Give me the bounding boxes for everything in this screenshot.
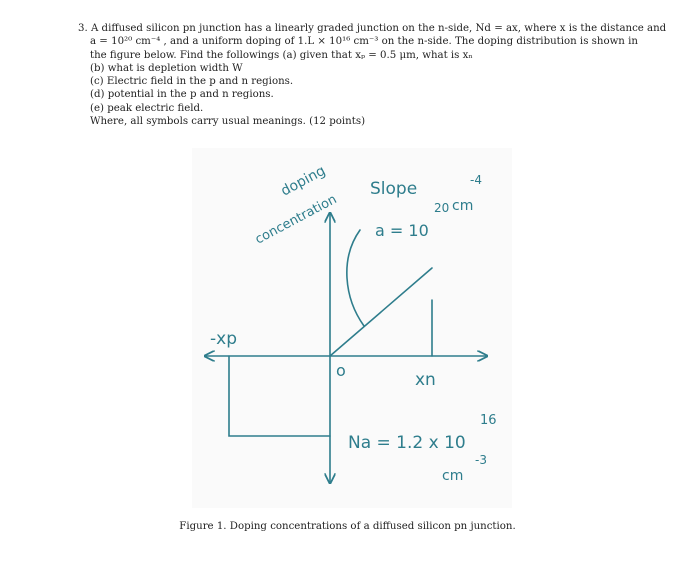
figure-caption: Figure 1. Doping concentrations of a diffused silicon pn junction. [179, 521, 516, 532]
p-side-doping [229, 356, 330, 436]
slope-exponent: 20 [434, 201, 450, 215]
slope-pointer [347, 230, 364, 326]
slope-unit-exponent: -4 [470, 173, 482, 187]
problem-line-2: a = 10²⁰ cm⁻⁴ , and a uniform doping of 1.L × 10¹⁶ cm⁻³ on the n-side. The doping distribution is shown in [90, 36, 638, 48]
xp-label: -xp [210, 329, 237, 349]
na-label: Na = 1.2 x 10 [348, 433, 466, 453]
na-unit-exponent: -3 [475, 453, 487, 467]
problem-part-c: (c) Electric field in the p and n regions. [90, 76, 294, 88]
doping-diagram [192, 148, 512, 508]
na-exponent: 16 [480, 413, 497, 428]
origin-label: o [336, 361, 346, 380]
slope-value: a = 10 [375, 221, 429, 240]
problem-line-3: the figure below. Find the followings (a) given that xₚ = 0.5 μm, what is xₙ [90, 49, 473, 61]
y-label-concentration: concentration [252, 192, 340, 248]
problem-note: Where, all symbols carry usual meanings. (12 points) [90, 116, 366, 128]
na-unit: cm [442, 468, 464, 484]
doping-figure [192, 148, 512, 508]
n-side-slope-line [330, 268, 432, 356]
slope-label: Slope [370, 179, 418, 199]
problem-part-e: (e) peak electric field. [90, 102, 204, 114]
problem-part-d: (d) potential in the p and n regions. [90, 89, 274, 101]
slope-unit: cm [452, 198, 474, 214]
problem-part-b: (b) what is depletion width W [90, 62, 243, 74]
problem-line-1: 3. A diffused silicon pn junction has a linearly graded junction on the n-side, Nd = ax, where x is the distance and [78, 23, 667, 34]
problem-statement [78, 22, 667, 128]
xn-label: xn [415, 370, 436, 390]
y-label-doping: doping [278, 162, 329, 200]
